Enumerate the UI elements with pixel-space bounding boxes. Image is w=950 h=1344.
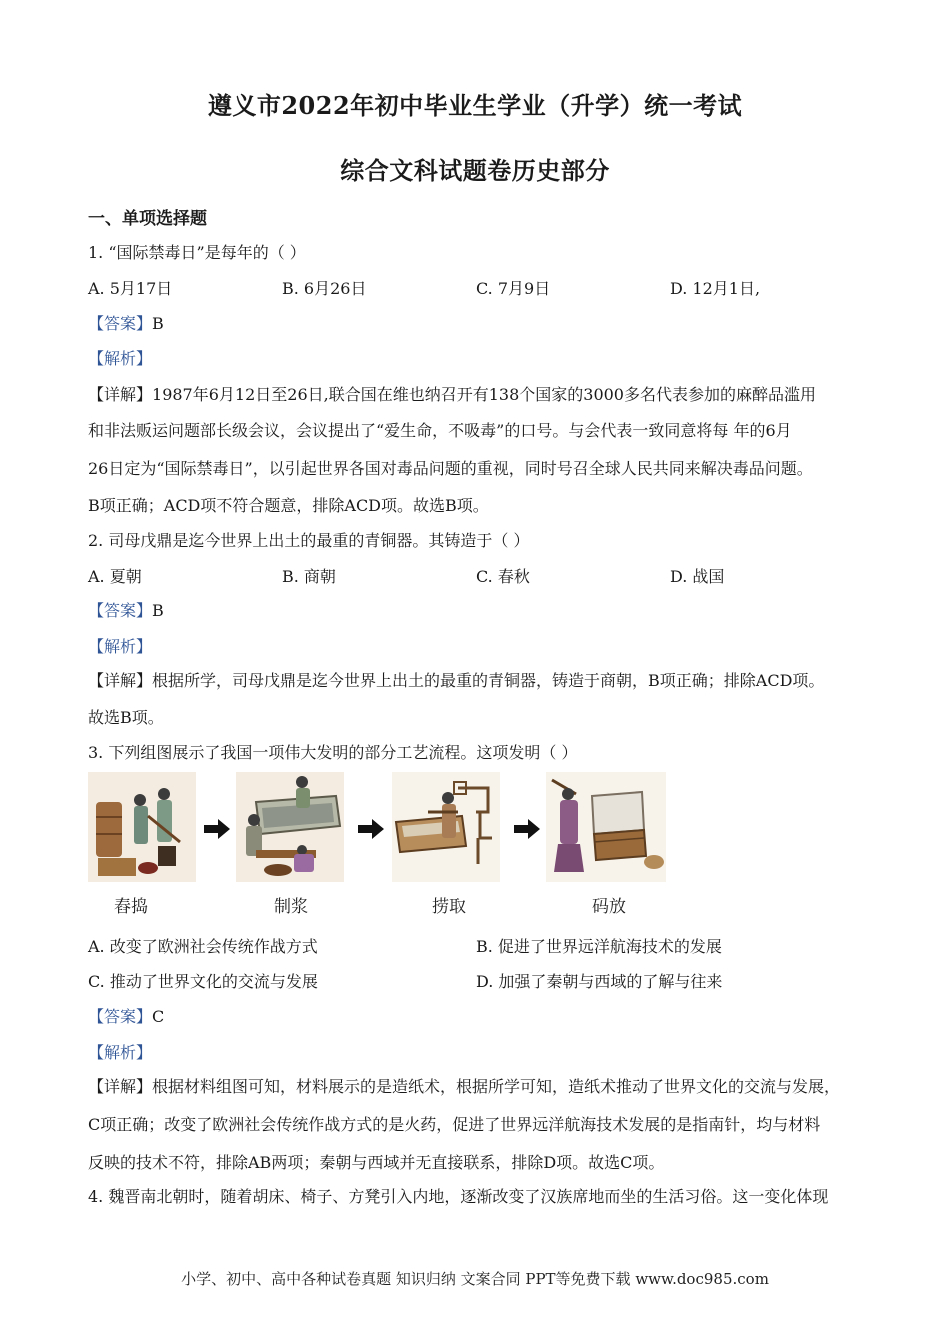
- answer-value: B: [152, 601, 164, 620]
- q1-analysis-tag: 【解析】: [88, 349, 153, 368]
- question-4-stem: 4. 魏晋南北朝时，随着胡床、椅子、方凳引入内地，逐渐改变了汉族席地而坐的生活习俗。这一变化体现: [88, 1187, 829, 1206]
- q2-option-d: D. 战国: [670, 567, 725, 586]
- q2-analysis-tag: 【解析】: [88, 637, 153, 656]
- arrow-icon: [202, 818, 232, 844]
- q1-detail-line-3: 26日定为“国际禁毒日”，以引起世界各国对毒品问题的重视，同时号召全球人民共同来解决毒品问题。: [88, 459, 813, 478]
- q1-answer: [88, 311, 164, 334]
- q1-detail-line-2: 和非法贩运问题部长级会议，会议提出了“爱生命，不吸毒”的口号。与会代表一致同意将每 年的6月: [88, 421, 792, 440]
- q1-detail-line-1: [88, 382, 816, 405]
- detail-tag: 【详解】: [88, 1077, 153, 1096]
- exam-subtitle: 综合文科试题卷历史部分: [340, 156, 610, 185]
- answer-value: C: [152, 1007, 165, 1026]
- q3-option-b: B. 促进了世界远洋航海技术的发展: [476, 937, 722, 956]
- stacking-illustration: [546, 772, 666, 882]
- exam-title: 遵义市2022年初中毕业生学业（升学）统一考试: [207, 91, 743, 120]
- pounding-illustration: [88, 772, 196, 882]
- q3-option-a: A. 改变了欧洲社会传统作战方式: [88, 937, 318, 956]
- answer-tag: 【答案】: [88, 1007, 153, 1026]
- caption-stacking: 码放: [592, 897, 626, 917]
- detail-tag: 【详解】: [88, 385, 153, 404]
- scooping-illustration: [392, 772, 500, 882]
- papermaking-process-figure: [88, 772, 688, 922]
- arrow-icon: [512, 818, 542, 844]
- detail-text: 根据所学，司母戊鼎是迄今世界上出土的最重的青铜器，铸造于商朝，B项正确；排除ACD项。: [152, 671, 825, 690]
- question-2-stem: 2. 司母戊鼎是迄今世界上出土的最重的青铜器。其铸造于（ ）: [88, 531, 530, 550]
- q2-answer: [88, 598, 164, 621]
- detail-tag: 【详解】: [88, 671, 153, 690]
- q1-option-a: A. 5月17日: [88, 279, 173, 298]
- q3-detail-line-1: [88, 1074, 840, 1097]
- q1-option-b: B. 6月26日: [282, 279, 367, 298]
- q3-detail-line-2: C项正确；改变了欧洲社会传统作战方式的是火药，促进了世界远洋航海技术发展的是指南针，均与材料: [88, 1115, 821, 1134]
- arrow-icon: [356, 818, 386, 844]
- q2-option-c: C. 春秋: [476, 567, 530, 586]
- q2-detail-line-2: 故选B项。: [88, 708, 164, 727]
- q3-option-d: D. 加强了秦朝与西域的了解与往来: [476, 972, 723, 991]
- page-footer: 小学、初中、高中各种试卷真题 知识归纳 文案合同 PPT等免费下载 www.doc985.com: [181, 1270, 769, 1288]
- q1-option-d: D. 12月1日,: [670, 279, 761, 298]
- q2-detail-line-1: [88, 668, 824, 691]
- pulping-illustration: [236, 772, 344, 882]
- q2-option-b: B. 商朝: [282, 567, 336, 586]
- q1-detail-line-4: B项正确；ACD项不符合题意，排除ACD项。故选B项。: [88, 496, 489, 515]
- question-1-stem: 1. “国际禁毒日”是每年的（ ）: [88, 243, 306, 262]
- answer-tag: 【答案】: [88, 314, 153, 333]
- answer-tag: 【答案】: [88, 601, 153, 620]
- caption-scooping: 捞取: [432, 897, 466, 917]
- q3-analysis-tag: 【解析】: [88, 1043, 153, 1062]
- q2-option-a: A. 夏朝: [88, 567, 142, 586]
- caption-pounding: 舂捣: [114, 897, 148, 917]
- answer-value: B: [152, 314, 164, 333]
- q3-detail-line-3: 反映的技术不符，排除AB两项；秦朝与西域并无直接联系，排除D项。故选C项。: [88, 1153, 665, 1172]
- section-heading: 一、单项选择题: [88, 209, 207, 229]
- q3-answer: [88, 1004, 164, 1027]
- caption-pulping: 制浆: [274, 897, 308, 917]
- detail-text: 1987年6月12日至26日,联合国在维也纳召开有138个国家的3000多名代表参加的麻醉品滥用: [152, 385, 816, 404]
- q1-option-c: C. 7月9日: [476, 279, 551, 298]
- question-3-stem: 3. 下列组图展示了我国一项伟大发明的部分工艺流程。这项发明（ ）: [88, 743, 578, 762]
- q3-option-c: C. 推动了世界文化的交流与发展: [88, 972, 318, 991]
- detail-text: 根据材料组图可知，材料展示的是造纸术，根据所学可知，造纸术推动了世界文化的交流与发展，: [152, 1077, 841, 1096]
